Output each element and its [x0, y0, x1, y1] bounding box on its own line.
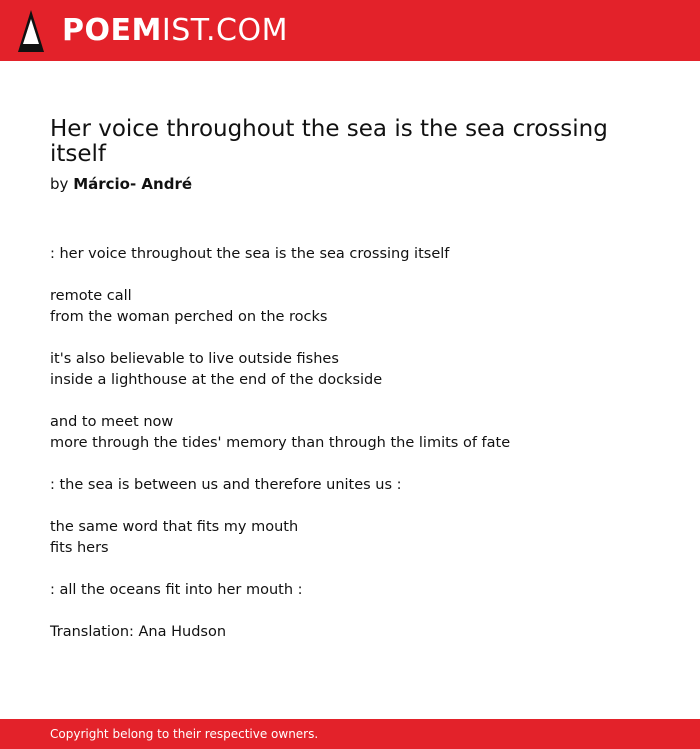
poem-line: fits hers	[50, 540, 109, 556]
poem-line: the same word that fits my mouth	[50, 519, 299, 535]
poem-body	[50, 244, 670, 664]
stanza	[50, 475, 670, 496]
stanza	[50, 412, 670, 454]
poem-line: and to meet now	[50, 414, 174, 430]
poem-line: inside a lighthouse at the end of the dockside	[50, 372, 383, 388]
by-label: by	[50, 175, 69, 193]
author-name[interactable]: Márcio- André	[73, 175, 193, 193]
site-logo[interactable]	[62, 12, 288, 50]
stanza	[50, 580, 670, 601]
logo-text-light: IST.COM	[161, 13, 288, 48]
pencil-tip-icon[interactable]	[18, 10, 44, 52]
translation-credit: Translation: Ana Hudson	[50, 624, 227, 640]
poem-line: from the woman perched on the rocks	[50, 309, 328, 325]
poem-line: remote call	[50, 288, 132, 304]
site-header	[0, 0, 700, 61]
stanza	[50, 244, 670, 265]
stanza	[50, 349, 670, 391]
poem-line: : all the oceans fit into her mouth :	[50, 582, 303, 598]
poem-title: Her voice throughout the sea is the sea crossing itself	[50, 116, 608, 167]
poem-line: it's also believable to live outside fishes	[50, 351, 339, 367]
byline	[50, 174, 192, 194]
poem-line: : the sea is between us and therefore unites us :	[50, 477, 402, 493]
poem-line: : her voice throughout the sea is the sea crossing itself	[50, 246, 450, 262]
stanza	[50, 286, 670, 328]
stanza	[50, 622, 670, 643]
poem-line: more through the tides' memory than through the limits of fate	[50, 435, 511, 451]
copyright-text: Copyright belong to their respective owners.	[50, 727, 319, 741]
stanza	[50, 517, 670, 559]
site-footer	[0, 719, 700, 749]
logo-text-strong: POEM	[62, 13, 162, 48]
